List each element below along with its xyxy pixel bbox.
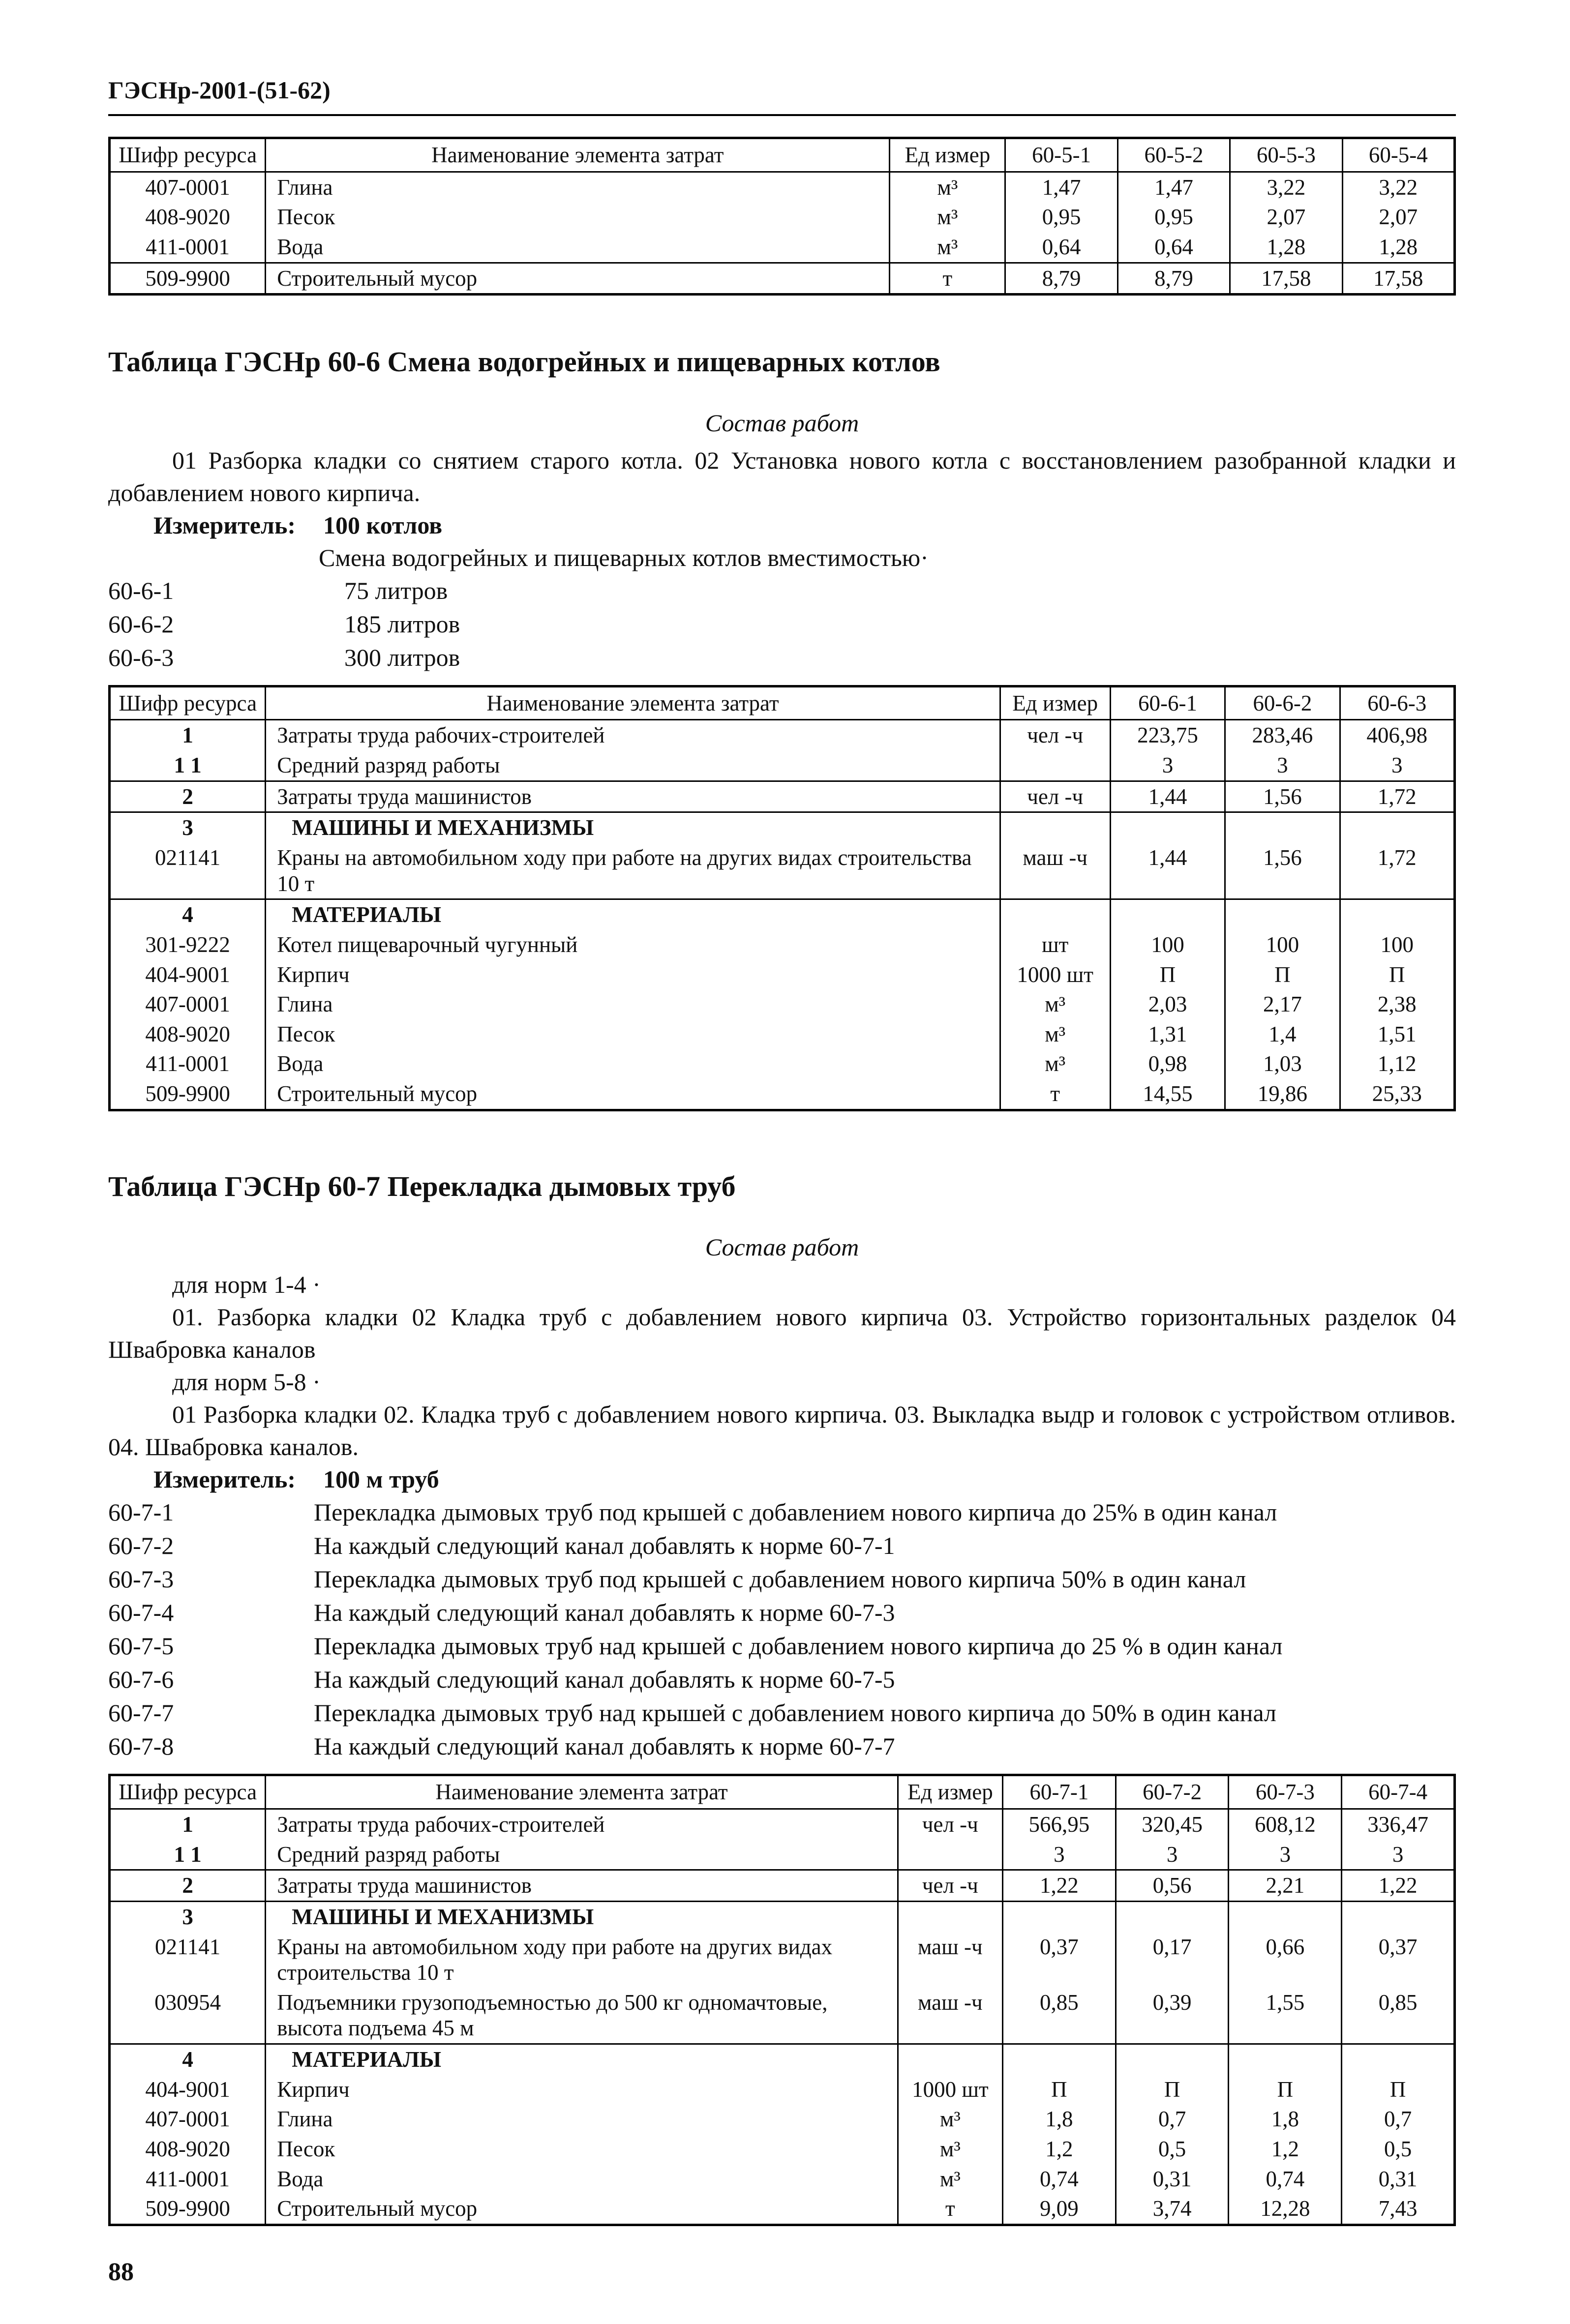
column-header: Наименование элемента затрат	[266, 686, 1000, 720]
table-row	[110, 812, 1455, 843]
cost-element-name: Строительный мусор	[266, 1079, 1000, 1110]
resource-code: 407-0001	[110, 172, 266, 202]
norm-item	[108, 1529, 1456, 1562]
cost-element-name: Затраты труда рабочих-строителей	[266, 720, 1000, 750]
norm-value: 3	[1116, 1840, 1229, 1870]
table-header-row	[110, 138, 1455, 172]
cost-element-name: Вода	[266, 2164, 898, 2194]
unit-of-measure	[1000, 812, 1110, 843]
table-row	[110, 750, 1455, 781]
section-60-7	[108, 1111, 1456, 2226]
measure-line	[108, 1463, 1456, 1495]
cost-element-name: Подъемники грузоподъемностью до 500 кг одномачтовые, высота подъема 45 м	[266, 1988, 898, 2044]
table-row	[110, 1049, 1455, 1079]
column-header: 60-7-1	[1003, 1775, 1116, 1809]
norm-description: 185 литров	[344, 610, 460, 638]
unit-of-measure	[1000, 899, 1110, 930]
resource-code: 404-9001	[110, 2075, 266, 2105]
resource-code: 030954	[110, 1988, 266, 2044]
norm-value: 1,8	[1229, 2104, 1342, 2134]
table-row	[110, 2104, 1455, 2134]
norm-value: П	[1003, 2075, 1116, 2105]
column-header: 60-6-2	[1225, 686, 1340, 720]
table-60-6-resources	[108, 685, 1456, 1111]
unit-of-measure: м³	[898, 2164, 1002, 2194]
norm-value: 0,31	[1116, 2164, 1229, 2194]
table-row	[110, 989, 1455, 1019]
norm-value: 3	[1342, 1840, 1455, 1870]
norm-value	[1342, 1901, 1455, 1932]
norm-value: 1,2	[1229, 2134, 1342, 2164]
norm-description: На каждый следующий канал добавлять к норме 60-7-3	[314, 1599, 895, 1627]
norm-value: 336,47	[1342, 1809, 1455, 1840]
norm-code: 60-7-7	[108, 1699, 174, 1727]
resource-code: 509-9900	[110, 1079, 266, 1110]
norm-description: Перекладка дымовых труб над крышей с добавлением нового кирпича до 50% в один канал	[314, 1699, 1276, 1727]
cost-element-name: Песок	[266, 2134, 898, 2164]
cost-element-name: Глина	[266, 989, 1000, 1019]
column-header: Ед измер	[1000, 686, 1110, 720]
unit-of-measure: чел -ч	[1000, 781, 1110, 812]
table-row	[110, 899, 1455, 930]
column-header: Ед измер	[890, 138, 1005, 172]
resource-code: 408-9020	[110, 202, 266, 232]
resource-code: 1	[110, 720, 266, 750]
resource-code: 407-0001	[110, 989, 266, 1019]
norm-item	[108, 1663, 1456, 1696]
norm-value: 8,79	[1005, 263, 1117, 295]
unit-of-measure: м³	[890, 202, 1005, 232]
unit-of-measure: м³	[898, 2104, 1002, 2134]
norm-value: 1,56	[1225, 843, 1340, 899]
norm-value: 223,75	[1110, 720, 1225, 750]
norm-value: 1,22	[1342, 1870, 1455, 1902]
norm-value: 25,33	[1340, 1079, 1454, 1110]
norm-value: 0,85	[1003, 1988, 1116, 2044]
norm-value: П	[1225, 960, 1340, 990]
norm-value	[1116, 2044, 1229, 2075]
unit-of-measure: м³	[1000, 1019, 1110, 1049]
norm-value: 2,07	[1342, 202, 1454, 232]
norm-value: 1,72	[1340, 781, 1454, 812]
unit-of-measure: т	[898, 2194, 1002, 2225]
norm-item	[108, 641, 1456, 674]
norm-value	[1110, 899, 1225, 930]
norm-value: 7,43	[1342, 2194, 1455, 2225]
norm-value: П	[1116, 2075, 1229, 2105]
resource-code: 509-9900	[110, 263, 266, 295]
cost-element-name: МАТЕРИАЛЫ	[266, 2044, 898, 2075]
norm-value: 14,55	[1110, 1079, 1225, 1110]
norm-description: Перекладка дымовых труб под крышей с добавлением нового кирпича до 25% в один канал	[314, 1498, 1277, 1526]
norm-value	[1342, 2044, 1455, 2075]
norm-value: 1,31	[1110, 1019, 1225, 1049]
norm-value: 100	[1225, 930, 1340, 960]
norm-value: 1,47	[1005, 172, 1117, 202]
norm-value	[1110, 812, 1225, 843]
cost-element-name: Средний разряд работы	[266, 1840, 898, 1870]
resource-code: 4	[110, 2044, 266, 2075]
column-header: 60-5-1	[1005, 138, 1117, 172]
table-row	[110, 1870, 1455, 1902]
cost-element-name: Строительный мусор	[266, 2194, 898, 2225]
resource-code: 1 1	[110, 750, 266, 781]
cost-element-name: Краны на автомобильном ходу при работе на других видах строительства 10 т	[266, 843, 1000, 899]
norm-code: 60-7-4	[108, 1599, 174, 1627]
norm-description: Перекладка дымовых труб под крышей с добавлением нового кирпича 50% в один канал	[314, 1565, 1246, 1593]
norm-value: 0,5	[1116, 2134, 1229, 2164]
norm-value: 2,38	[1340, 989, 1454, 1019]
table-row	[110, 1079, 1455, 1110]
resource-code: 021141	[110, 1932, 266, 1988]
measure-label: Измеритель:	[153, 1465, 296, 1493]
norm-value	[1229, 2044, 1342, 2075]
norm-value: П	[1110, 960, 1225, 990]
unit-of-measure: маш -ч	[898, 1988, 1002, 2044]
norm-item	[108, 1562, 1456, 1596]
cost-element-name: Глина	[266, 2104, 898, 2134]
unit-of-measure: шт	[1000, 930, 1110, 960]
norm-code: 60-7-2	[108, 1532, 174, 1560]
cost-element-name: Средний разряд работы	[266, 750, 1000, 781]
norm-value: 17,58	[1230, 263, 1342, 295]
norm-code: 60-7-8	[108, 1732, 174, 1760]
norm-code: 60-6-2	[108, 610, 174, 638]
norm-value: 0,95	[1117, 202, 1230, 232]
norm-code-list	[108, 1495, 1456, 1763]
norm-value: 0,7	[1116, 2104, 1229, 2134]
unit-of-measure: т	[1000, 1079, 1110, 1110]
norm-value: 12,28	[1229, 2194, 1342, 2225]
norm-range-label-5-8: для норм 5-8 ·	[172, 1368, 321, 1396]
norm-value: 1,72	[1340, 843, 1454, 899]
norm-value: 1,47	[1117, 172, 1230, 202]
norm-value: 17,58	[1342, 263, 1454, 295]
column-header: 60-6-1	[1110, 686, 1225, 720]
norm-item	[108, 1696, 1456, 1729]
norm-value: 1,03	[1225, 1049, 1340, 1079]
table-row	[110, 172, 1455, 202]
norm-value: 3,22	[1342, 172, 1454, 202]
measure-value: 100 котлов	[323, 511, 443, 539]
norm-value: 1,8	[1003, 2104, 1116, 2134]
norm-value: 320,45	[1116, 1809, 1229, 1840]
unit-of-measure: чел -ч	[1000, 720, 1110, 750]
norm-value: 2,07	[1230, 202, 1342, 232]
table-row	[110, 202, 1455, 232]
norm-description: Перекладка дымовых труб над крышей с добавлением нового кирпича до 25 % в один канал	[314, 1632, 1283, 1660]
column-header: Шифр ресурса	[110, 138, 266, 172]
table-row	[110, 960, 1455, 990]
unit-of-measure	[1000, 750, 1110, 781]
unit-of-measure: 1000 шт	[898, 2075, 1002, 2105]
works-composition-heading: Состав работ	[705, 1233, 859, 1261]
cost-element-name: Кирпич	[266, 2075, 898, 2105]
unit-of-measure: чел -ч	[898, 1809, 1002, 1840]
unit-of-measure: м³	[890, 172, 1005, 202]
column-header: 60-5-3	[1230, 138, 1342, 172]
norm-item	[108, 1596, 1456, 1629]
cost-element-name: Глина	[266, 172, 890, 202]
norm-value: 100	[1110, 930, 1225, 960]
norm-value: 0,74	[1003, 2164, 1116, 2194]
norm-value: 566,95	[1003, 1809, 1116, 1840]
works-text-5-8: 01 Разборка кладки 02. Кладка труб с добавлением нового кирпича. 03. Выкладка выдр и головок с устройством отливов. 04. Швабровка каналов.	[108, 1400, 1456, 1461]
norm-value: 0,64	[1005, 232, 1117, 263]
cost-element-name: Затраты труда машинистов	[266, 1870, 898, 1902]
norm-value: П	[1229, 2075, 1342, 2105]
norm-description: На каждый следующий канал добавлять к норме 60-7-7	[314, 1732, 895, 1760]
section-60-6	[108, 296, 1456, 1111]
column-header: 60-6-3	[1340, 686, 1454, 720]
column-header: 60-5-2	[1117, 138, 1230, 172]
table-row	[110, 720, 1455, 750]
norm-code: 60-7-1	[108, 1498, 174, 1526]
norm-value: 1,22	[1003, 1870, 1116, 1902]
norm-value: 0,85	[1342, 1988, 1455, 2044]
norm-value: 1,28	[1230, 232, 1342, 263]
norm-value: 2,21	[1229, 1870, 1342, 1902]
column-header: 60-7-3	[1229, 1775, 1342, 1809]
norm-code: 60-6-3	[108, 643, 174, 671]
norm-value: 1,44	[1110, 781, 1225, 812]
column-header: 60-5-4	[1342, 138, 1454, 172]
column-header: Наименование элемента затрат	[266, 138, 890, 172]
resource-code: 3	[110, 1901, 266, 1932]
resource-code: 509-9900	[110, 2194, 266, 2225]
norm-value	[1229, 1901, 1342, 1932]
table-60-7-resources	[108, 1774, 1456, 2226]
page-footer	[108, 2226, 1456, 2290]
norm-value: 1,56	[1225, 781, 1340, 812]
table-60-5-resources	[108, 137, 1456, 296]
section-60-7-title: Таблица ГЭСНр 60-7 Перекладка дымовых труб	[108, 1170, 736, 1202]
norm-description: 300 литров	[344, 643, 460, 671]
resource-code: 2	[110, 781, 266, 812]
norm-item	[108, 1629, 1456, 1663]
norm-item	[108, 1729, 1456, 1763]
resource-code: 411-0001	[110, 1049, 266, 1079]
table-row	[110, 2194, 1455, 2225]
norm-value: 3,74	[1116, 2194, 1229, 2225]
unit-of-measure: м³	[1000, 989, 1110, 1019]
resource-code: 2	[110, 1870, 266, 1902]
norm-value: 0,31	[1342, 2164, 1455, 2194]
unit-of-measure: м³	[890, 232, 1005, 263]
works-composition-text: 01 Разборка кладки со снятием старого котла. 02 Установка нового котла с восстановлением разобранной кладки и добавлением нового кирпича.	[108, 446, 1456, 507]
table-row	[110, 781, 1455, 812]
norm-description: На каждый следующий канал добавлять к норме 60-7-5	[314, 1666, 895, 1694]
table-header-row	[110, 686, 1455, 720]
unit-of-measure: 1000 шт	[1000, 960, 1110, 990]
norm-value: П	[1342, 2075, 1455, 2105]
norm-value	[1340, 899, 1454, 930]
works-text-1-4: 01. Разборка кладки 02 Кладка труб с добавлением нового кирпича 03. Устройство горизонтальных разделок 04 Швабровка каналов	[108, 1303, 1456, 1364]
norm-value	[1340, 812, 1454, 843]
table-row	[110, 1901, 1455, 1932]
norm-code: 60-7-5	[108, 1632, 174, 1660]
norm-value: 100	[1340, 930, 1454, 960]
table-row	[110, 843, 1455, 899]
resource-code: 408-9020	[110, 2134, 266, 2164]
norm-code: 60-6-1	[108, 576, 174, 604]
norm-value: 3	[1003, 1840, 1116, 1870]
table-header-row	[110, 1775, 1455, 1809]
table-row	[110, 1988, 1455, 2044]
resource-code: 411-0001	[110, 2164, 266, 2194]
unit-of-measure: м³	[1000, 1049, 1110, 1079]
norm-value: 2,03	[1110, 989, 1225, 1019]
resource-code: 021141	[110, 843, 266, 899]
unit-of-measure: маш -ч	[1000, 843, 1110, 899]
norm-value: 283,46	[1225, 720, 1340, 750]
unit-of-measure	[898, 2044, 1002, 2075]
cost-element-name: МАШИНЫ И МЕХАНИЗМЫ	[266, 812, 1000, 843]
table-row	[110, 1019, 1455, 1049]
norm-value: 0,37	[1342, 1932, 1455, 1988]
norm-item	[108, 1495, 1456, 1529]
norm-value: 1,2	[1003, 2134, 1116, 2164]
measure-value: 100 м труб	[323, 1465, 439, 1493]
unit-of-measure	[898, 1901, 1002, 1932]
table-row	[110, 1840, 1455, 1870]
norm-value: 0,17	[1116, 1932, 1229, 1988]
cost-element-name: Строительный мусор	[266, 263, 890, 295]
norm-value: 0,39	[1116, 1988, 1229, 2044]
cost-element-name: Котел пищеварочный чугунный	[266, 930, 1000, 960]
resource-code: 411-0001	[110, 232, 266, 263]
norm-value: 0,64	[1117, 232, 1230, 263]
unit-of-measure: м³	[898, 2134, 1002, 2164]
norm-value: 3	[1225, 750, 1340, 781]
resource-code: 3	[110, 812, 266, 843]
norm-value: 9,09	[1003, 2194, 1116, 2225]
norm-value: 608,12	[1229, 1809, 1342, 1840]
norm-value	[1225, 812, 1340, 843]
cost-element-name: Затраты труда рабочих-строителей	[266, 1809, 898, 1840]
cost-element-name: Затраты труда машинистов	[266, 781, 1000, 812]
table-row	[110, 1809, 1455, 1840]
norm-value: 0,95	[1005, 202, 1117, 232]
norm-value: 8,79	[1117, 263, 1230, 295]
unit-of-measure	[898, 1840, 1002, 1870]
cost-element-name: МАТЕРИАЛЫ	[266, 899, 1000, 930]
unit-of-measure: маш -ч	[898, 1932, 1002, 1988]
norm-value: 0,66	[1229, 1932, 1342, 1988]
norm-value: 0,37	[1003, 1932, 1116, 1988]
column-header: 60-7-4	[1342, 1775, 1455, 1809]
norm-value: 2,17	[1225, 989, 1340, 1019]
resource-code: 408-9020	[110, 1019, 266, 1049]
norm-code-list	[108, 574, 1456, 674]
measure-label: Измеритель:	[153, 511, 296, 539]
norm-value: 1,55	[1229, 1988, 1342, 2044]
table-row	[110, 232, 1455, 263]
unit-of-measure: чел -ч	[898, 1870, 1002, 1902]
table-row	[110, 2075, 1455, 2105]
norm-value: 406,98	[1340, 720, 1454, 750]
cost-element-name: Вода	[266, 232, 890, 263]
norm-value: П	[1340, 960, 1454, 990]
norm-value: 1,4	[1225, 1019, 1340, 1049]
cost-element-name: Краны на автомобильном ходу при работе на других видах строительства 10 т	[266, 1932, 898, 1988]
resource-code: 4	[110, 899, 266, 930]
table-row	[110, 2134, 1455, 2164]
norm-description: На каждый следующий канал добавлять к норме 60-7-1	[314, 1532, 895, 1560]
table-row	[110, 930, 1455, 960]
page-number: 88	[108, 2258, 134, 2286]
norm-value: 1,28	[1342, 232, 1454, 263]
resource-code: 301-9222	[110, 930, 266, 960]
resource-code: 1 1	[110, 1840, 266, 1870]
norm-value: 3,22	[1230, 172, 1342, 202]
section-60-6-title: Таблица ГЭСНр 60-6 Смена водогрейных и пищеварных котлов	[108, 346, 940, 378]
norm-value: 3	[1110, 750, 1225, 781]
norm-description: 75 литров	[344, 576, 448, 604]
norm-item	[108, 574, 1456, 607]
norm-value: 1,51	[1340, 1019, 1454, 1049]
column-header: Шифр ресурса	[110, 1775, 266, 1809]
norm-value: 0,56	[1116, 1870, 1229, 1902]
norm-value	[1116, 1901, 1229, 1932]
norm-value: 3	[1229, 1840, 1342, 1870]
table-row	[110, 263, 1455, 295]
cost-element-name: МАШИНЫ И МЕХАНИЗМЫ	[266, 1901, 898, 1932]
column-header: Шифр ресурса	[110, 686, 266, 720]
measure-line	[108, 509, 1456, 541]
capacity-subtitle: Смена водогрейных и пищеварных котлов вместимостью·	[319, 543, 929, 571]
table-row	[110, 2164, 1455, 2194]
resource-code: 407-0001	[110, 2104, 266, 2134]
table-row	[110, 2044, 1455, 2075]
norm-value: 0,7	[1342, 2104, 1455, 2134]
norm-value	[1003, 2044, 1116, 2075]
norm-value: 3	[1340, 750, 1454, 781]
norm-code: 60-7-3	[108, 1565, 174, 1593]
cost-element-name: Песок	[266, 202, 890, 232]
norm-range-label-1-4: для норм 1-4 ·	[172, 1271, 321, 1299]
norm-code: 60-7-6	[108, 1666, 174, 1694]
norm-value: 0,98	[1110, 1049, 1225, 1079]
column-header: Наименование элемента затрат	[266, 1775, 898, 1809]
column-header: 60-7-2	[1116, 1775, 1229, 1809]
unit-of-measure: т	[890, 263, 1005, 295]
document-header	[108, 74, 1456, 116]
norm-value: 1,12	[1340, 1049, 1454, 1079]
cost-element-name: Песок	[266, 1019, 1000, 1049]
cost-element-name: Вода	[266, 1049, 1000, 1079]
resource-code: 404-9001	[110, 960, 266, 990]
works-composition-heading: Состав работ	[705, 409, 859, 437]
resource-code: 1	[110, 1809, 266, 1840]
norm-value: 0,74	[1229, 2164, 1342, 2194]
norm-value: 19,86	[1225, 1079, 1340, 1110]
cost-element-name: Кирпич	[266, 960, 1000, 990]
norm-value: 1,44	[1110, 843, 1225, 899]
doc-code: ГЭСНр-2001-(51-62)	[108, 76, 331, 104]
norm-value: 0,5	[1342, 2134, 1455, 2164]
norm-value	[1003, 1901, 1116, 1932]
table-row	[110, 1932, 1455, 1988]
column-header: Ед измер	[898, 1775, 1002, 1809]
norm-item	[108, 607, 1456, 641]
norm-value	[1225, 899, 1340, 930]
